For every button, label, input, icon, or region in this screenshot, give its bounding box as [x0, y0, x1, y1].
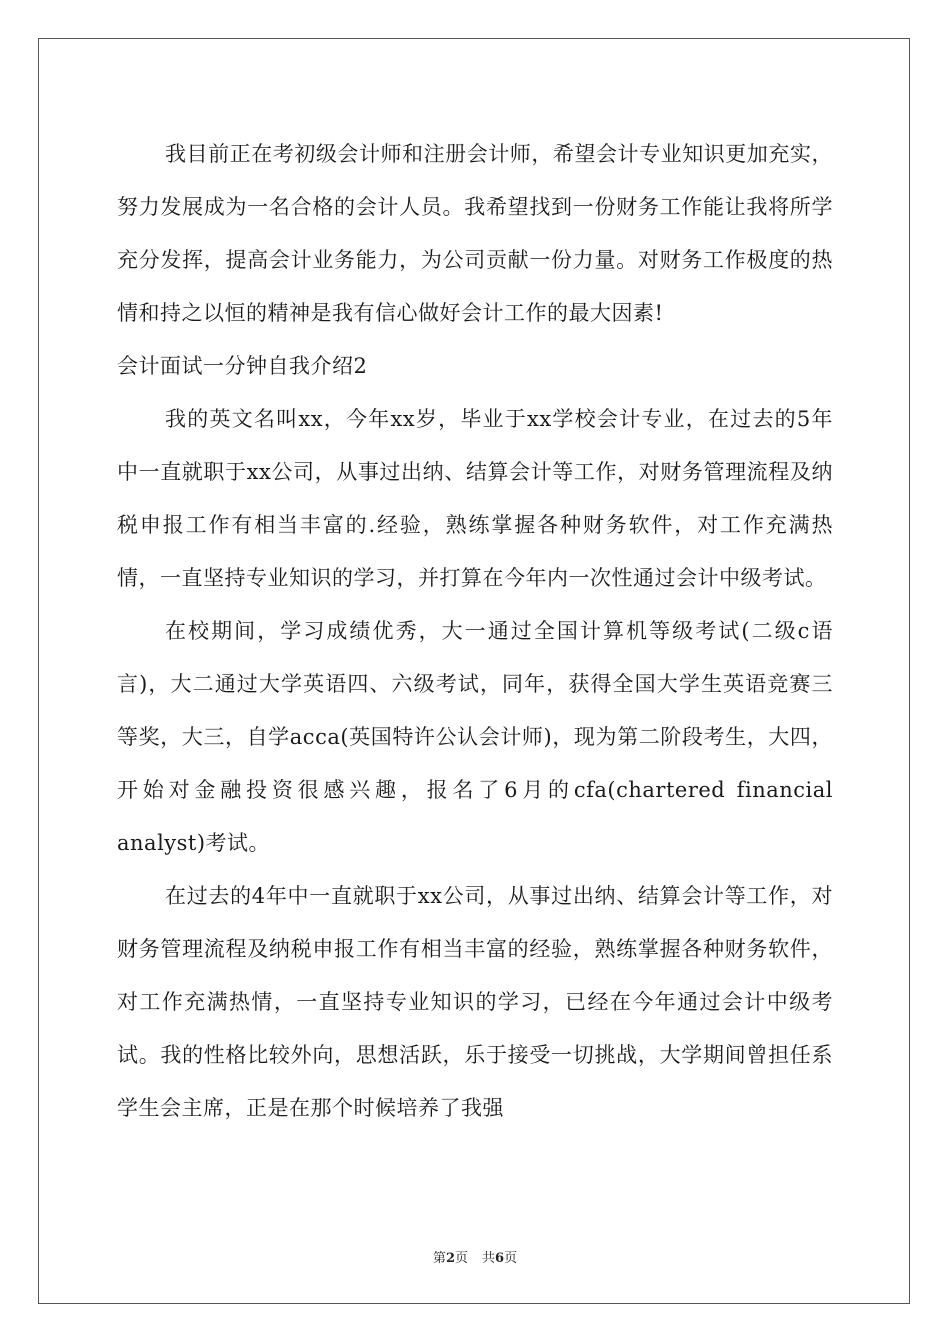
current-page-number: 2 — [445, 1251, 455, 1266]
section-heading: 会计面试一分钟自我介绍2 — [117, 354, 368, 378]
document-body — [117, 128, 833, 1135]
body-paragraph: 在校期间，学习成绩优秀，大一通过全国计算机等级考试(二级c语言)，大二通过大学英语四、六级考试，同年，获得全国大学生英语竞赛三等奖，大三，自学acca(英国特许公认会计师)，现为第二阶段考生，大四，开始对金融投资很感兴趣，报名了6月的cfa(chartered financial analyst)考试。 — [117, 619, 833, 855]
total-prefix: 共 — [482, 1251, 496, 1266]
body-paragraph: 我的英文名叫xx，今年xx岁，毕业于xx学校会计专业，在过去的5年中一直就职于xx公司，从事过出纳、结算会计等工作，对财务管理流程及纳税申报工作有相当丰富的.经验，熟练掌握各种财务软件，对工作充满热情，一直坚持专业知识的学习，并打算在今年内一次性通过会计中级考试。 — [117, 407, 833, 590]
body-paragraph: 我目前正在考初级会计师和注册会计师，希望会计专业知识更加充实，努力发展成为一名合格的会计人员。我希望找到一份财务工作能让我将所学充分发挥，提高会计业务能力，为公司贡献一份力量。对财务工作极度的热情和持之以恒的精神是我有信心做好会计工作的最大因素! — [117, 142, 833, 325]
body-paragraph: 在过去的4年中一直就职于xx公司，从事过出纳、结算会计等工作，对财务管理流程及纳税申报工作有相当丰富的经验，熟练掌握各种财务软件，对工作充满热情，一直坚持专业知识的学习，已经在今年通过会计中级考试。我的性格比较外向，思想活跃，乐于接受一切挑战，大学期间曾担任系学生会主席，正是在那个时候培养了我强 — [117, 884, 833, 1120]
page-prefix: 第 — [432, 1251, 446, 1266]
page-footer — [0, 1247, 950, 1266]
total-pages-number: 6 — [495, 1251, 505, 1266]
page-suffix: 页 — [454, 1251, 468, 1266]
total-suffix: 页 — [504, 1251, 518, 1266]
